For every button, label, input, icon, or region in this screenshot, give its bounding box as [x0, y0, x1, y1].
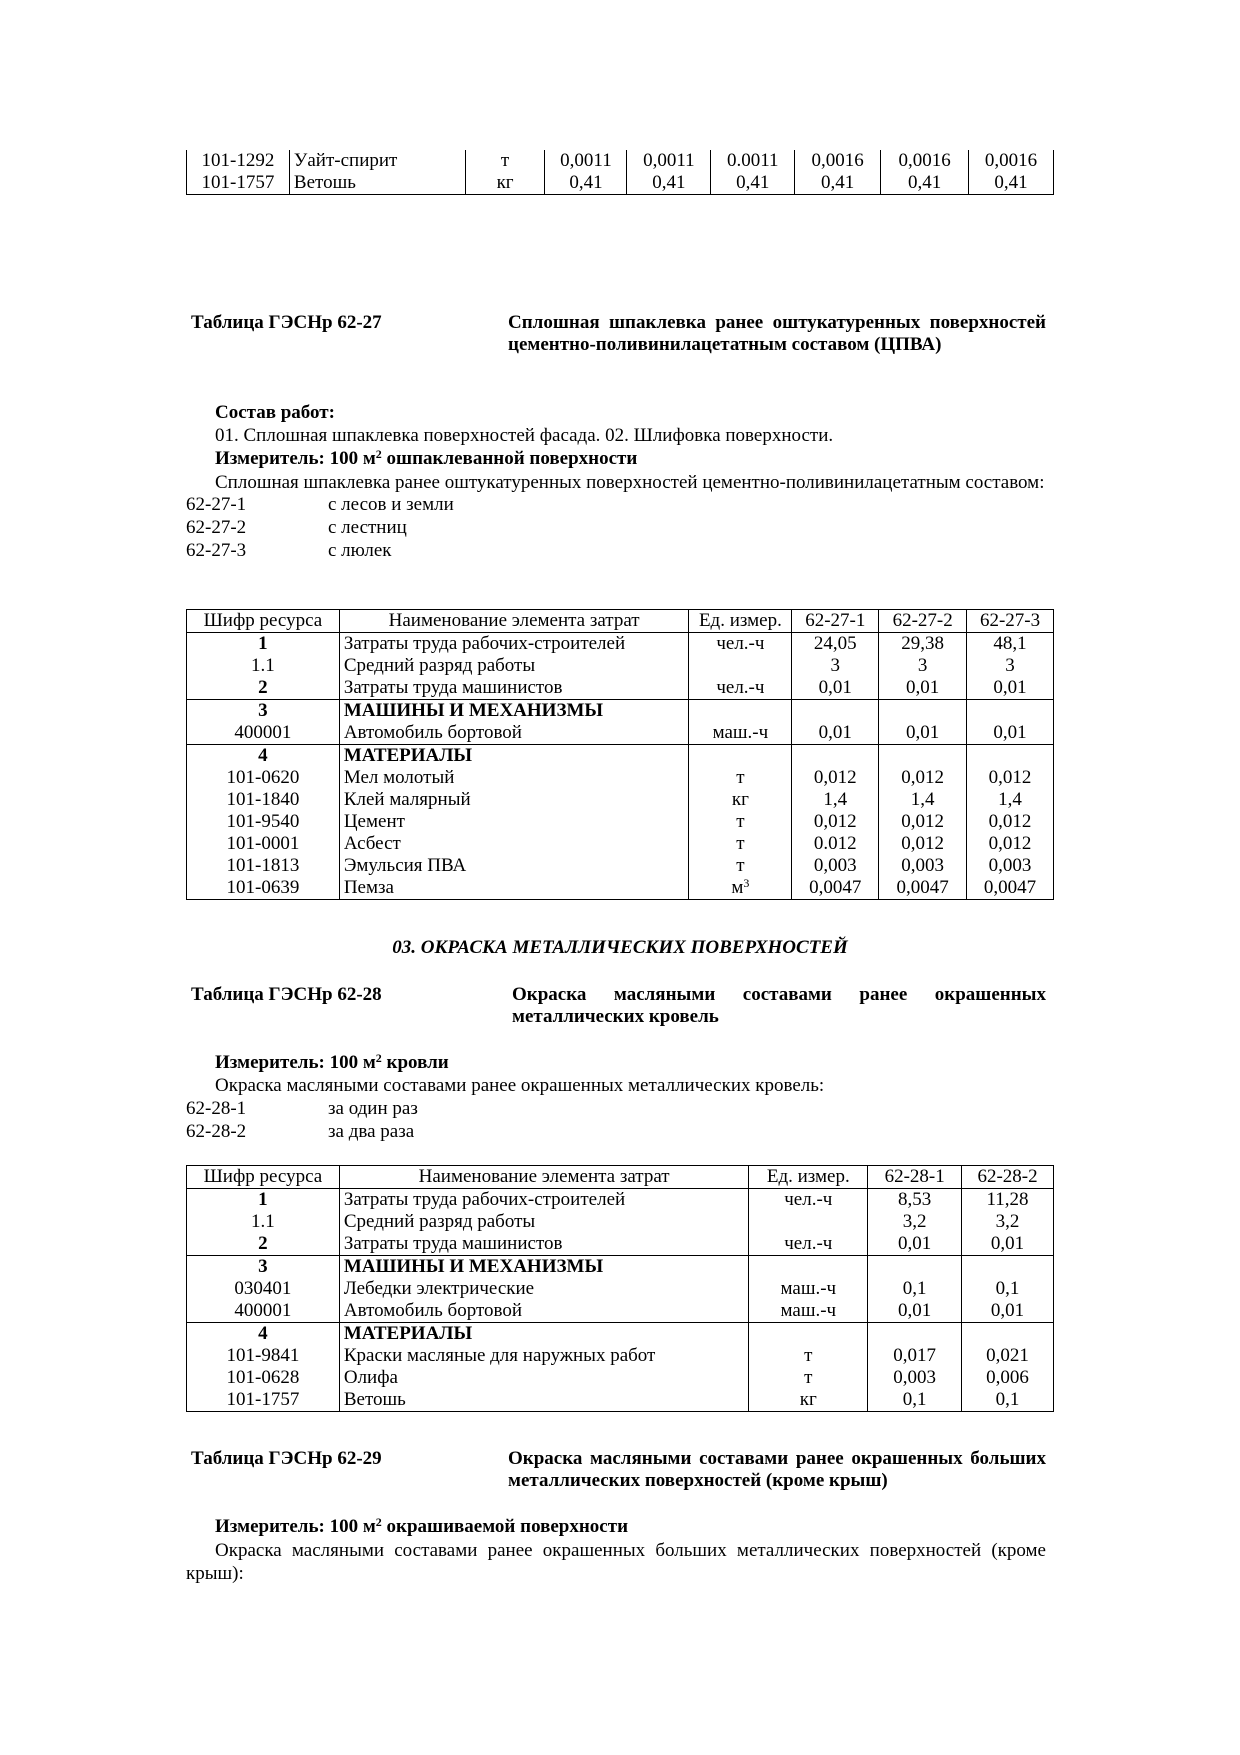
value-cell: 0,003 [868, 1367, 962, 1389]
table-row [187, 1389, 1054, 1412]
resource-name: Пемза [339, 877, 689, 900]
value-cell: 0,0011 [627, 150, 711, 172]
unit: т [749, 1367, 868, 1389]
column-header: 62-27-2 [879, 610, 967, 633]
resource-name: Средний разряд работы [339, 655, 689, 677]
value-cell: 0,0047 [792, 877, 879, 900]
value-cell: 0,012 [879, 833, 967, 855]
resource-code: 3 [187, 700, 340, 723]
value-cell: 0,012 [879, 767, 967, 789]
intro-text: Сплошная шпаклевка ранее оштукатуренных поверхностей цементно-поливинилацетатным составом: [215, 472, 1045, 493]
value-cell: 0,01 [962, 1300, 1054, 1323]
table-62-28-body [186, 1052, 1046, 1144]
resource-code: 101-9540 [187, 811, 340, 833]
resource-name: МАТЕРИАЛЫ [339, 745, 689, 768]
variant-text: за один раз [328, 1098, 418, 1119]
resource-name: Олифа [339, 1367, 749, 1389]
resource-code: 101-1840 [187, 789, 340, 811]
unit: кг [749, 1389, 868, 1412]
table-62-28 [186, 1165, 1054, 1412]
resource-name: Цемент [339, 811, 689, 833]
resource-code: 2 [187, 677, 340, 700]
value-cell: 24,05 [792, 633, 879, 656]
resource-name: Асбест [339, 833, 689, 855]
value-cell: 0,41 [627, 172, 711, 195]
value-cell: 0,021 [962, 1345, 1054, 1367]
table-62-29-title: Таблица ГЭСНр 62-29 [191, 1448, 382, 1469]
column-header: Шифр ресурса [187, 610, 340, 633]
value-cell: 3,2 [962, 1211, 1054, 1233]
table-row [187, 1367, 1054, 1389]
unit [749, 1256, 868, 1279]
resource-name: МАШИНЫ И МЕХАНИЗМЫ [339, 700, 689, 723]
value-cell: 0,01 [792, 677, 879, 700]
value-cell [868, 1256, 962, 1279]
resource-code: 3 [187, 1256, 340, 1279]
value-cell [868, 1323, 962, 1346]
table-row [187, 1278, 1054, 1300]
resource-name: МАТЕРИАЛЫ [339, 1323, 749, 1346]
table-header-row [187, 610, 1054, 633]
table-row [187, 745, 1054, 768]
column-header: 62-27-1 [792, 610, 879, 633]
table-row [187, 633, 1054, 656]
column-header: Ед. измер. [689, 610, 792, 633]
resource-code: 1.1 [187, 1211, 340, 1233]
value-cell: 0,0011 [545, 150, 627, 172]
unit: т [465, 150, 545, 172]
value-cell: 0,012 [879, 811, 967, 833]
unit [689, 745, 792, 768]
value-cell: 0,41 [881, 172, 969, 195]
unit: $м^3$ [689, 877, 792, 900]
unit: т [689, 767, 792, 789]
resource-code: 101-0628 [187, 1367, 340, 1389]
table-row [187, 1345, 1054, 1367]
resource-name: Клей малярный [339, 789, 689, 811]
resource-name: Ветошь [289, 172, 465, 195]
value-cell: 0,01 [879, 722, 967, 745]
unit [749, 1211, 868, 1233]
variant-row [186, 494, 1046, 517]
value-cell: 0,0047 [967, 877, 1054, 900]
value-cell: 1,4 [967, 789, 1054, 811]
resource-name: Затраты труда рабочих-строителей [339, 633, 689, 656]
resource-name: Средний разряд работы [339, 1211, 749, 1233]
value-cell: 0,003 [967, 855, 1054, 877]
value-cell: 0,41 [711, 172, 795, 195]
resource-code: 101-0639 [187, 877, 340, 900]
value-cell: 0,01 [967, 722, 1054, 745]
table-row [187, 1189, 1054, 1212]
value-cell: 8,53 [868, 1189, 962, 1212]
value-cell: 0,41 [795, 172, 881, 195]
value-cell: 0,01 [962, 1233, 1054, 1256]
resource-code: 101-1757 [187, 172, 290, 195]
column-header: Ед. измер. [749, 1166, 868, 1189]
unit: т [689, 833, 792, 855]
unit: т [689, 855, 792, 877]
value-cell: 0,012 [967, 767, 1054, 789]
table-62-29-body [186, 1516, 1046, 1585]
value-cell [879, 700, 967, 723]
top-continuation-table [186, 150, 1054, 195]
unit: маш.-ч [689, 722, 792, 745]
value-cell: 3 [967, 655, 1054, 677]
value-cell: 11,28 [962, 1189, 1054, 1212]
table-row [187, 833, 1054, 855]
table-row [187, 1256, 1054, 1279]
value-cell: 0,01 [792, 722, 879, 745]
resource-code: 400001 [187, 1300, 340, 1323]
resource-name: Автомобиль бортовой [339, 1300, 749, 1323]
value-cell: 0,017 [868, 1345, 962, 1367]
section-title: 03. ОКРАСКА МЕТАЛЛИЧЕСКИХ ПОВЕРХНОСТЕЙ [392, 937, 848, 958]
column-header: 62-27-3 [967, 610, 1054, 633]
value-cell [967, 700, 1054, 723]
value-cell [879, 745, 967, 768]
table-row [187, 722, 1054, 745]
value-cell: 0,01 [967, 677, 1054, 700]
variant-text: с лестниц [328, 517, 407, 538]
value-cell: 0,01 [879, 677, 967, 700]
resource-name: Затраты труда машинистов [339, 677, 689, 700]
table-row [187, 677, 1054, 700]
value-cell [967, 745, 1054, 768]
column-header: Наименование элемента затрат [339, 610, 689, 633]
variant-row [186, 1121, 1046, 1144]
resource-code: 4 [187, 745, 340, 768]
table-row [187, 150, 1054, 172]
resource-code: 1 [187, 633, 340, 656]
resource-code: 101-1813 [187, 855, 340, 877]
resource-code: 101-1757 [187, 1389, 340, 1412]
measurement-unit: Измеритель: 100 $м^2$ кровли [215, 1051, 449, 1073]
intro-text: Окраска масляными составами ранее окрашенных металлических кровель: [215, 1075, 825, 1096]
unit: чел.-ч [749, 1189, 868, 1212]
value-cell: 0,41 [969, 172, 1054, 195]
value-cell: 0,1 [868, 1389, 962, 1412]
resource-code: 101-1292 [187, 150, 290, 172]
value-cell: 0,0016 [881, 150, 969, 172]
intro-text: Окраска масляными составами ранее окрашенных больших металлических поверхностей (кроме крыш): [186, 1540, 1046, 1584]
table-62-27 [186, 609, 1054, 900]
value-cell: 0,01 [868, 1233, 962, 1256]
variant-code: 62-27-3 [186, 540, 247, 561]
value-cell: 3 [792, 655, 879, 677]
unit: т [689, 811, 792, 833]
column-header: Наименование элемента затрат [339, 1166, 749, 1189]
resource-code: 400001 [187, 722, 340, 745]
value-cell: 0,1 [962, 1389, 1054, 1412]
table-row [187, 700, 1054, 723]
table-62-27-body [186, 402, 1046, 563]
value-cell [962, 1323, 1054, 1346]
unit: кг [465, 172, 545, 195]
resource-name: Эмульсия ПВА [339, 855, 689, 877]
unit [749, 1323, 868, 1346]
measurement-unit: Измеритель: 100 $м^2$ ошпаклеванной поверхности [215, 447, 638, 469]
table-row [187, 855, 1054, 877]
value-cell [962, 1256, 1054, 1279]
variant-code: 62-27-1 [186, 494, 247, 515]
resource-code: 030401 [187, 1278, 340, 1300]
resource-code: 2 [187, 1233, 340, 1256]
value-cell: 1,4 [879, 789, 967, 811]
table-row [187, 1323, 1054, 1346]
value-cell: 0.012 [792, 833, 879, 855]
resource-code: 1 [187, 1189, 340, 1212]
resource-code: 1.1 [187, 655, 340, 677]
resource-name: Уайт-спирит [289, 150, 465, 172]
work-composition-text: 01. Сплошная шпаклевка поверхностей фасада. 02. Шлифовка поверхности. [215, 425, 834, 446]
table-62-29-description: Окраска масляными составами ранее окрашенных больших металлических поверхностей (кроме крыш) [508, 1448, 1046, 1491]
resource-code: 4 [187, 1323, 340, 1346]
table-header-row [187, 1166, 1054, 1189]
unit: маш.-ч [749, 1278, 868, 1300]
measurement-unit: Измеритель: 100 $м^2$ окрашиваемой поверхности [215, 1515, 629, 1537]
unit: чел.-ч [749, 1233, 868, 1256]
variant-code: 62-28-1 [186, 1098, 247, 1119]
column-header: 62-28-2 [962, 1166, 1054, 1189]
variant-code: 62-27-2 [186, 517, 247, 538]
variant-text: с лесов и земли [328, 494, 454, 515]
table-row [187, 1300, 1054, 1323]
unit: чел.-ч [689, 677, 792, 700]
resource-name: Краски масляные для наружных работ [339, 1345, 749, 1367]
table-row [187, 767, 1054, 789]
value-cell: 0,1 [962, 1278, 1054, 1300]
value-cell: 48,1 [967, 633, 1054, 656]
value-cell: 0,0047 [879, 877, 967, 900]
value-cell: 3,2 [868, 1211, 962, 1233]
table-row [187, 789, 1054, 811]
unit: кг [689, 789, 792, 811]
resource-name: Мел молотый [339, 767, 689, 789]
resource-name: МАШИНЫ И МЕХАНИЗМЫ [339, 1256, 749, 1279]
table-62-28-title: Таблица ГЭСНр 62-28 [191, 984, 382, 1005]
value-cell: 0,41 [545, 172, 627, 195]
value-cell: 3 [879, 655, 967, 677]
resource-name: Лебедки электрические [339, 1278, 749, 1300]
table-row [187, 811, 1054, 833]
unit: т [749, 1345, 868, 1367]
table-row [187, 1233, 1054, 1256]
unit [689, 655, 792, 677]
variant-text: за два раза [328, 1121, 415, 1142]
table-row [187, 172, 1054, 195]
unit: чел.-ч [689, 633, 792, 656]
value-cell: 0,01 [868, 1300, 962, 1323]
value-cell [792, 700, 879, 723]
resource-code: 101-0001 [187, 833, 340, 855]
value-cell: 0,1 [868, 1278, 962, 1300]
value-cell: 0,006 [962, 1367, 1054, 1389]
value-cell [792, 745, 879, 768]
value-cell: 0,0016 [969, 150, 1054, 172]
table-62-27-title: Таблица ГЭСНр 62-27 [191, 312, 382, 333]
value-cell: 0,012 [967, 811, 1054, 833]
resource-name: Затраты труда рабочих-строителей [339, 1189, 749, 1212]
value-cell: 0,012 [792, 811, 879, 833]
column-header: Шифр ресурса [187, 1166, 340, 1189]
resource-name: Затраты труда машинистов [339, 1233, 749, 1256]
resource-code: 101-9841 [187, 1345, 340, 1367]
unit: маш.-ч [749, 1300, 868, 1323]
value-cell: 1,4 [792, 789, 879, 811]
unit [689, 700, 792, 723]
column-header: 62-28-1 [868, 1166, 962, 1189]
variant-text: с люлек [328, 540, 392, 561]
table-row [187, 1211, 1054, 1233]
value-cell: 0,012 [792, 767, 879, 789]
value-cell: 0,012 [967, 833, 1054, 855]
value-cell: 0,0016 [795, 150, 881, 172]
value-cell: 0,003 [792, 855, 879, 877]
value-cell: 29,38 [879, 633, 967, 656]
table-row [187, 655, 1054, 677]
table-62-27-description: Сплошная шпаклевка ранее оштукатуренных поверхностей цементно-поливинилацетатным составом (ЦПВА) [508, 312, 1046, 355]
resource-name: Автомобиль бортовой [339, 722, 689, 745]
table-62-28-description: Окраска масляными составами ранее окрашенных металлических кровель [512, 984, 1046, 1027]
resource-code: 101-0620 [187, 767, 340, 789]
value-cell: 0,003 [879, 855, 967, 877]
variant-row [186, 1098, 1046, 1121]
work-composition-label: Состав работ: [215, 402, 335, 423]
resource-name: Ветошь [339, 1389, 749, 1412]
variant-row [186, 517, 1046, 540]
table-row [187, 877, 1054, 900]
variant-code: 62-28-2 [186, 1121, 247, 1142]
value-cell: 0.0011 [711, 150, 795, 172]
variant-row [186, 540, 1046, 563]
